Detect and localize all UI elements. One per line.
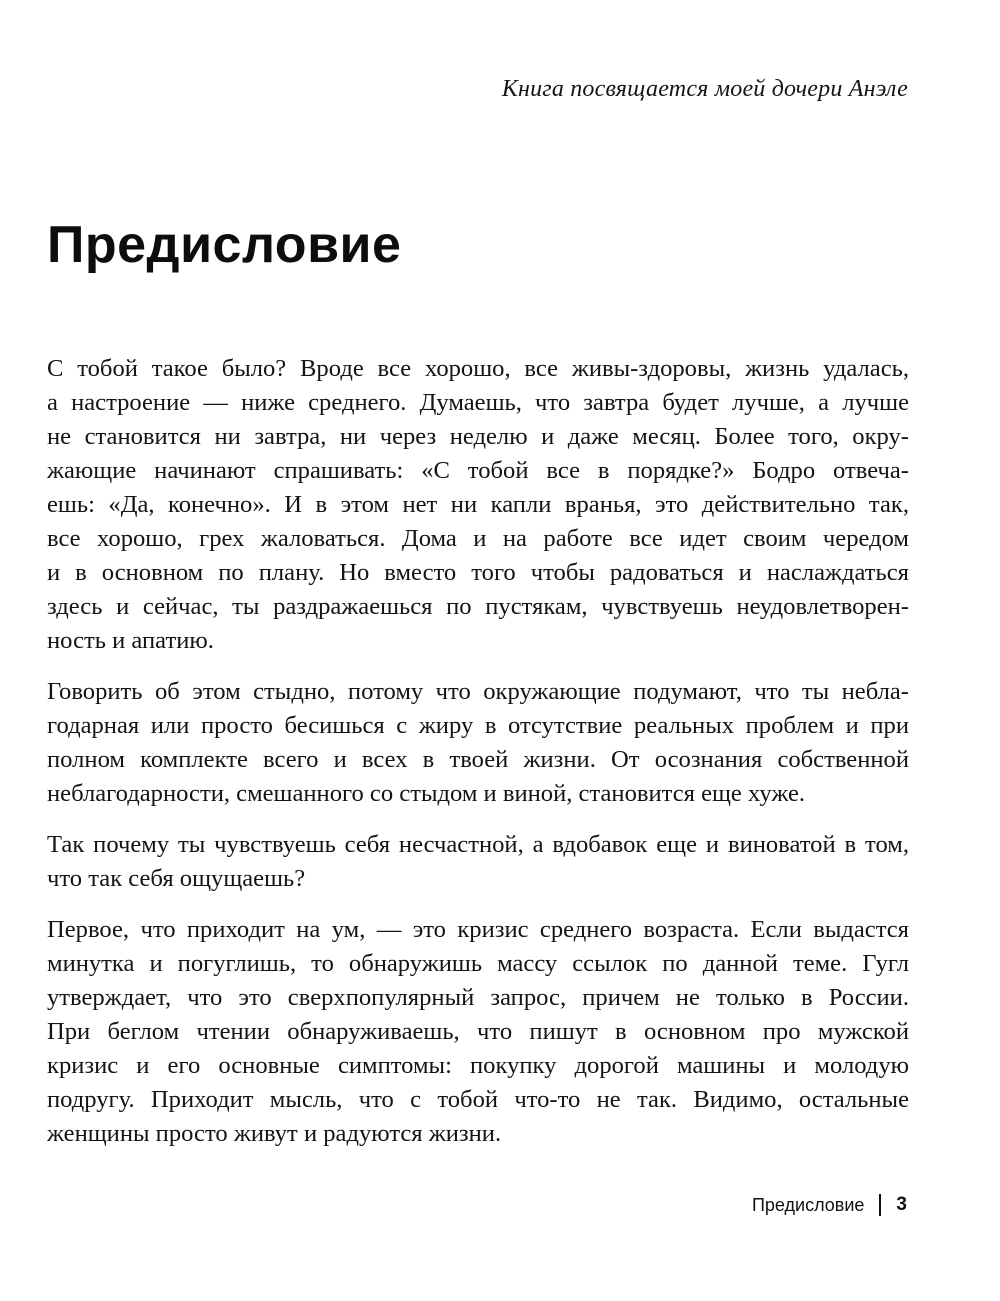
text-line: что так себя ощущаешь? — [47, 865, 306, 892]
text-line: Говорить об этом стыдно, потому что окружающие подумают, что ты небла- — [47, 678, 909, 705]
paragraph-1 — [47, 352, 909, 658]
running-head-section: Предисловие — [751, 1194, 865, 1215]
text-line: ность и апатию. — [47, 627, 214, 654]
paragraph-3 — [47, 828, 909, 896]
text-line: все хорошо, грех жаловаться. Дома и на работе все идет своим чередом — [47, 525, 909, 552]
text-line: С тобой такое было? Вроде все хорошо, все живы-здоровы, жизнь удалась, — [47, 355, 909, 382]
text-line: Так почему ты чувствуешь себя несчастной, а вдобавок еще и виноватой в том, — [47, 831, 909, 858]
text-line: утверждает, что это сверхпопулярный запрос, причем не только в России. — [47, 984, 909, 1011]
text-line: здесь и сейчас, ты раздражаешься по пустякам, чувствуешь неудовлетворен- — [47, 593, 909, 620]
page-footer — [752, 1194, 907, 1216]
text-line: а настроение — ниже среднего. Думаешь, что завтра будет лучше, а лучше — [47, 389, 909, 416]
text-line: Первое, что приходит на ум, — это кризис среднего возраста. Если выдастся — [47, 916, 909, 943]
text-line: кризис и его основные симптомы: покупку дорогой машины и молодую — [47, 1052, 909, 1079]
text-line: подругу. Приходит мысль, что с тобой что-то не так. Видимо, остальные — [47, 1086, 909, 1113]
paragraph-4 — [47, 913, 909, 1151]
text-line: жающие начинают спрашивать: «С тобой все в порядке?» Бодро отвеча- — [47, 457, 909, 484]
paragraph-2 — [47, 675, 909, 811]
text-line: не становится ни завтра, ни через неделю и даже месяц. Более того, окру- — [47, 423, 909, 450]
dedication: Книга посвящается моей дочери Анэле — [501, 76, 908, 102]
text-line: и в основном по плану. Но вместо того чтобы радоваться и наслаждаться — [47, 559, 909, 586]
footer-separator — [879, 1194, 881, 1216]
page-number: 3 — [896, 1194, 907, 1215]
text-line: женщины просто живут и радуются жизни. — [47, 1120, 502, 1147]
text-line: годарная или просто бесишься с жиру в отсутствие реальных проблем и при — [47, 712, 909, 739]
text-line: При беглом чтении обнаруживаешь, что пишут в основном про мужской — [47, 1018, 909, 1045]
text-line: ешь: «Да, конечно». И в этом нет ни капли вранья, это действительно так, — [47, 491, 909, 518]
body-text — [47, 352, 909, 1168]
chapter-title: Предисловие — [47, 216, 402, 274]
text-line: полном комплекте всего и всех в твоей жизни. От осознания собственной — [47, 746, 909, 773]
text-line: минутка и погуглишь, то обнаружишь массу ссылок по данной теме. Гугл — [47, 950, 909, 977]
text-line: неблагодарности, смешанного со стыдом и виной, становится еще хуже. — [47, 780, 806, 807]
